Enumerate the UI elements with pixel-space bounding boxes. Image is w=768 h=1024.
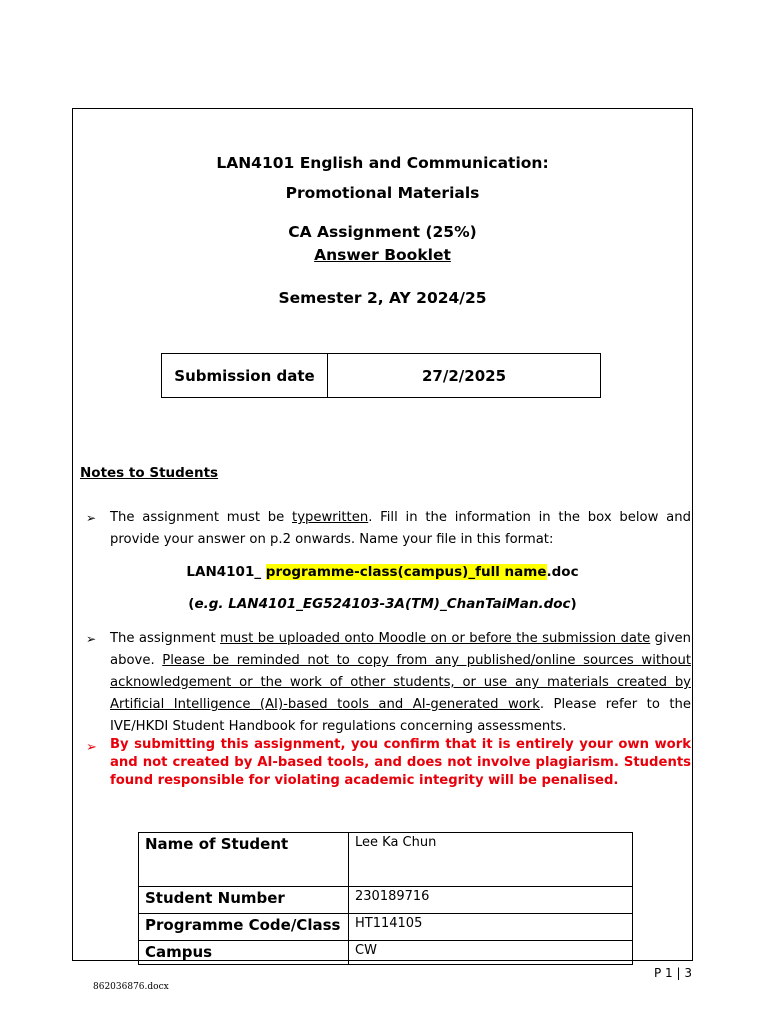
bullet-arrow-icon: ➢ xyxy=(86,511,97,525)
note-item-1: The assignment must be typewritten. Fill in the information in the box below and provide your answer on p.2 onwards. Name your file in this format: xyxy=(110,510,691,547)
campus-field[interactable]: CW xyxy=(349,941,633,965)
student-name-field[interactable]: Lee Ka Chun xyxy=(349,833,633,887)
student-name-label: Name of Student xyxy=(139,833,349,887)
format-highlight: programme-class(campus)_full name xyxy=(265,564,547,580)
student-number-label: Student Number xyxy=(139,887,349,914)
table-row xyxy=(139,941,633,965)
campus-label: Campus xyxy=(139,941,349,965)
table-row xyxy=(139,914,633,941)
file-name-format: LAN4101_ programme-class(campus)_full name.doc xyxy=(186,564,579,580)
course-subtitle: Promotional Materials xyxy=(285,184,480,202)
assignment-label: CA Assignment (25%) xyxy=(288,223,477,241)
page-number: P 1 | 3 xyxy=(654,966,692,980)
bullet-arrow-icon: ➢ xyxy=(86,740,97,755)
notes-heading: Notes to Students xyxy=(80,465,219,481)
programme-code-field[interactable]: HT114105 xyxy=(349,914,633,941)
student-number-field[interactable]: 230189716 xyxy=(349,887,633,914)
table-row xyxy=(139,887,633,914)
integrity-warning: By submitting this assignment, you confirm that it is entirely your own work and not created by AI-based tools, and does not involve plagiarism. Students found responsible for violating academic integrity will be penalised. xyxy=(110,737,691,788)
student-info-table xyxy=(138,832,633,965)
course-title: LAN4101 English and Communication: xyxy=(216,154,549,172)
typewritten-emphasis: typewritten xyxy=(292,510,369,525)
table-row xyxy=(139,833,633,887)
submission-date-table xyxy=(161,353,601,398)
file-name-example: (e.g. LAN4101_EG524103-3A(TM)_ChanTaiMan.doc) xyxy=(188,596,577,612)
note-item-2: The assignment must be uploaded onto Moodle on or before the submission date given above. Please be reminded not to copy from any published/online sources without acknowledgement or the work of other students, or use any materials created by Artificial Intelligence (AI)-based tools and AI-generated work. Please refer to the IVE/HKDI Student Handbook for regulations concerning assessments. xyxy=(110,631,691,734)
bullet-arrow-icon: ➢ xyxy=(86,632,97,646)
programme-code-label: Programme Code/Class xyxy=(139,914,349,941)
file-name-footer: 862036876.docx xyxy=(93,982,169,992)
semester-label: Semester 2, AY 2024/25 xyxy=(278,289,487,307)
submission-date-value: 27/2/2025 xyxy=(421,366,507,385)
answer-booklet-label: Answer Booklet xyxy=(314,246,451,264)
submission-date-label: Submission date xyxy=(162,354,328,397)
